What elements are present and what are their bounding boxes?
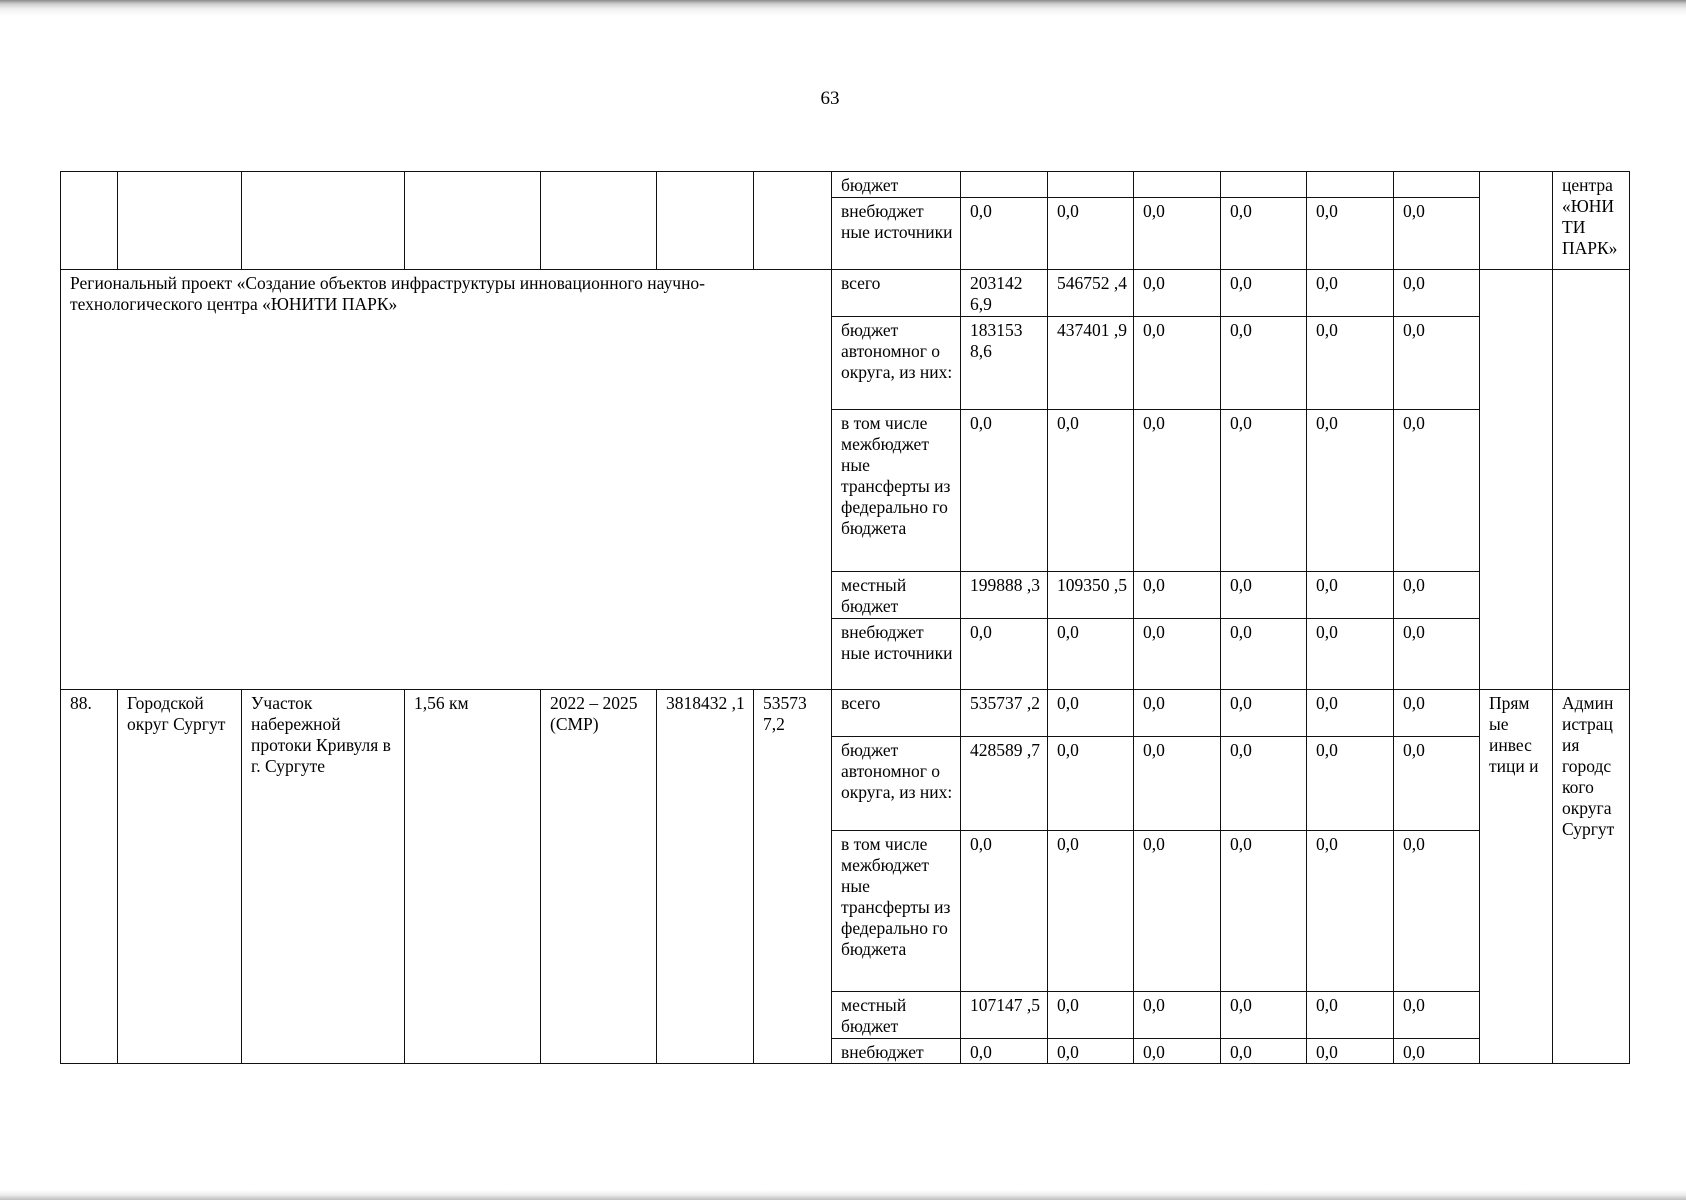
municipality-cell: Городской округ Сургут [118, 690, 242, 1064]
value-cell: 0,0 [1134, 198, 1221, 270]
object-name-cell: Участок набережной протоки Кривуля в г. Сургуте [242, 690, 405, 1064]
value-cell: 0,0 [1134, 690, 1221, 737]
value-cell: 0,0 [1394, 831, 1480, 992]
value-cell: 0,0 [1221, 992, 1307, 1039]
value-cell [1221, 172, 1307, 198]
funding-label: бюджет [832, 172, 961, 198]
value-cell: 535737 ,2 [961, 690, 1048, 737]
value-cell: 0,0 [1221, 572, 1307, 619]
scan-edge-bottom [0, 1190, 1686, 1200]
value-cell: 203142 6,9 [961, 270, 1048, 317]
cont-empty-cell [657, 172, 754, 270]
cont-empty-cell [118, 172, 242, 270]
value-cell: 0,0 [1307, 317, 1394, 410]
value-cell: 107147 ,5 [961, 992, 1048, 1039]
value-cell: 0,0 [1394, 690, 1480, 737]
funding-label: бюджет автономног о округа, из них: [832, 317, 961, 410]
value-cell: 0,0 [1394, 198, 1480, 270]
value-cell: 0,0 [1394, 270, 1480, 317]
capacity-cell: 1,56 км [405, 690, 541, 1064]
estimated-cost-cell: 3818432 ,1 [657, 690, 754, 1064]
period-cell: 2022 – 2025 (СМР) [541, 690, 657, 1064]
executor-cell: центра «ЮНИ ТИ ПАРК» [1553, 172, 1630, 270]
value-cell: 0,0 [1221, 690, 1307, 737]
value-cell: 109350 ,5 [1048, 572, 1134, 619]
value-cell: 0,0 [1307, 572, 1394, 619]
value-cell: 0,0 [1307, 1039, 1394, 1064]
funding-label: всего [832, 270, 961, 317]
value-cell: 0,0 [1394, 737, 1480, 831]
funding-label: бюджет автономног о округа, из них: [832, 737, 961, 831]
value-cell: 0,0 [1221, 317, 1307, 410]
value-cell: 0,0 [961, 410, 1048, 572]
value-cell: 0,0 [1048, 410, 1134, 572]
item-88-row-total [61, 690, 1630, 737]
value-cell: 0,0 [1134, 992, 1221, 1039]
value-cell: 0,0 [1221, 410, 1307, 572]
value-cell [1394, 172, 1480, 198]
value-cell: 0,0 [1394, 619, 1480, 690]
scan-edge-top [0, 0, 1686, 16]
value-cell: 0,0 [1394, 317, 1480, 410]
executor-cell: Админ истрац ия городс кого округа Сургут [1553, 690, 1630, 1064]
cont-empty-cell [242, 172, 405, 270]
cont-empty-cell [405, 172, 541, 270]
value-cell: 0,0 [1048, 737, 1134, 831]
cont-budget-row [61, 172, 1630, 198]
value-cell [1134, 172, 1221, 198]
value-cell: 0,0 [1307, 992, 1394, 1039]
value-cell: 0,0 [1221, 1039, 1307, 1064]
funding-label: местный бюджет [832, 572, 961, 619]
value-cell [1048, 172, 1134, 198]
value-cell: 0,0 [1221, 619, 1307, 690]
remaining-cost-cell: 53573 7,2 [754, 690, 832, 1064]
value-cell: 0,0 [1048, 992, 1134, 1039]
value-cell: 0,0 [1048, 1039, 1134, 1064]
value-cell: 0,0 [1048, 198, 1134, 270]
value-cell: 0,0 [1307, 270, 1394, 317]
value-cell: 437401 ,9 [1048, 317, 1134, 410]
value-cell: 0,0 [1394, 992, 1480, 1039]
cont-empty-cell [541, 172, 657, 270]
value-cell: 0,0 [1134, 737, 1221, 831]
funding-label: внебюджет ные источники [832, 619, 961, 690]
value-cell: 0,0 [1394, 572, 1480, 619]
cont-empty-cell [754, 172, 832, 270]
value-cell: 0,0 [1048, 690, 1134, 737]
value-cell: 0,0 [1134, 270, 1221, 317]
regional-project-title: Региональный проект «Создание объектов инфраструктуры инновационного научно-технологического центра «ЮНИТИ ПАРК» [61, 270, 832, 690]
item-number: 88. [61, 690, 118, 1064]
page-number: 63 [820, 88, 840, 109]
funding-label: внебюджет ные источники [832, 198, 961, 270]
value-cell: 0,0 [1307, 198, 1394, 270]
value-cell: 0,0 [1221, 831, 1307, 992]
value-cell: 0,0 [1221, 737, 1307, 831]
value-cell: 0,0 [1134, 619, 1221, 690]
value-cell: 0,0 [1307, 410, 1394, 572]
value-cell: 0,0 [1134, 410, 1221, 572]
value-cell: 0,0 [1134, 317, 1221, 410]
funding-label: в том числе межбюджет ные трансферты из федерально го бюджета [832, 410, 961, 572]
value-cell: 546752 ,4 [1048, 270, 1134, 317]
value-cell: 0,0 [1048, 831, 1134, 992]
value-cell: 199888 ,3 [961, 572, 1048, 619]
investment-type-cell [1480, 172, 1553, 270]
value-cell: 0,0 [1307, 619, 1394, 690]
value-cell [961, 172, 1048, 198]
value-cell: 0,0 [1134, 1039, 1221, 1064]
value-cell: 0,0 [961, 619, 1048, 690]
cont-empty-cell [61, 172, 118, 270]
value-cell: 183153 8,6 [961, 317, 1048, 410]
value-cell: 0,0 [961, 198, 1048, 270]
value-cell: 0,0 [1307, 831, 1394, 992]
budget-table [60, 171, 1630, 1064]
value-cell: 0,0 [1221, 270, 1307, 317]
funding-label: всего [832, 690, 961, 737]
value-cell [1307, 172, 1394, 198]
investment-type-cell [1480, 270, 1553, 690]
value-cell: 0,0 [1134, 831, 1221, 992]
funding-label: внебюджет [832, 1039, 961, 1064]
value-cell: 0,0 [1394, 410, 1480, 572]
executor-cell [1553, 270, 1630, 690]
project-row-total [61, 270, 1630, 317]
value-cell: 0,0 [961, 1039, 1048, 1064]
value-cell: 0,0 [1048, 619, 1134, 690]
funding-label: в том числе межбюджет ные трансферты из федерально го бюджета [832, 831, 961, 992]
value-cell: 0,0 [1134, 572, 1221, 619]
funding-label: местный бюджет [832, 992, 961, 1039]
value-cell: 0,0 [1307, 690, 1394, 737]
value-cell: 0,0 [961, 831, 1048, 992]
value-cell: 428589 ,7 [961, 737, 1048, 831]
value-cell: 0,0 [1221, 198, 1307, 270]
investment-type-cell: Прям ые инвес тици и [1480, 690, 1553, 1064]
value-cell: 0,0 [1307, 737, 1394, 831]
value-cell: 0,0 [1394, 1039, 1480, 1064]
